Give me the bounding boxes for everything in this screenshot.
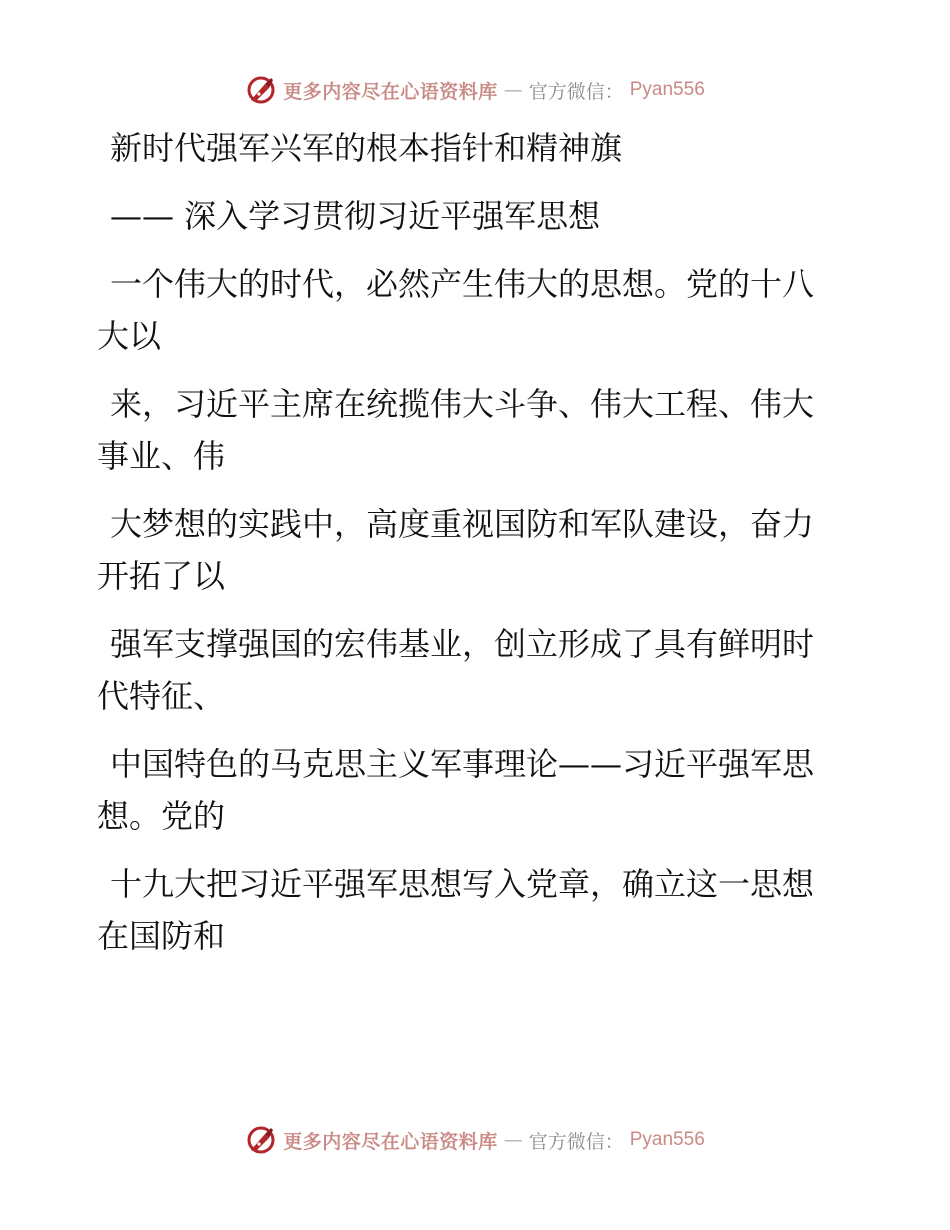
document-subtitle: —— 深入学习贯彻习近平强军思想 <box>110 197 601 235</box>
footer-wechat-id: Pyan556 <box>629 1129 705 1150</box>
document-body <box>97 122 827 978</box>
paragraph: 来，习近平主席在统揽伟大斗争、伟大工程、伟大事业、伟 <box>97 385 815 475</box>
footer-banner-content <box>245 1124 705 1156</box>
paragraph: 强军支撑强国的宏伟基业，创立形成了具有鲜明时代特征、 <box>97 625 815 715</box>
pen-nib-logo-icon <box>245 74 277 106</box>
header-wechat-label: 官方微信： <box>528 80 624 103</box>
paragraph: 中国特色的马克思主义军事理论——习近平强军思想。党的 <box>97 745 815 835</box>
paragraph: 大梦想的实践中，高度重视国防和军队建设，奋力开拓了以 <box>97 505 815 595</box>
footer-banner <box>0 1120 950 1160</box>
paragraph: 十九大把习近平强军思想写入党章，确立这一思想在国防和 <box>97 865 815 955</box>
footer-wechat-label: 官方微信： <box>528 1130 624 1153</box>
paragraph: 一个伟大的时代，必然产生伟大的思想。党的十八大以 <box>97 265 815 355</box>
header-banner-text: 更多内容尽在心语资料库 <box>283 80 498 103</box>
footer-banner-dash: — <box>503 1129 523 1151</box>
header-banner-dash: — <box>503 79 523 101</box>
header-wechat-id: Pyan556 <box>629 79 705 100</box>
footer-banner-text: 更多内容尽在心语资料库 <box>283 1130 498 1153</box>
header-banner <box>0 70 950 110</box>
pen-nib-logo-icon <box>245 1124 277 1156</box>
document-title: 新时代强军兴军的根本指针和精神旗 <box>110 129 623 167</box>
header-banner-content <box>245 74 705 106</box>
